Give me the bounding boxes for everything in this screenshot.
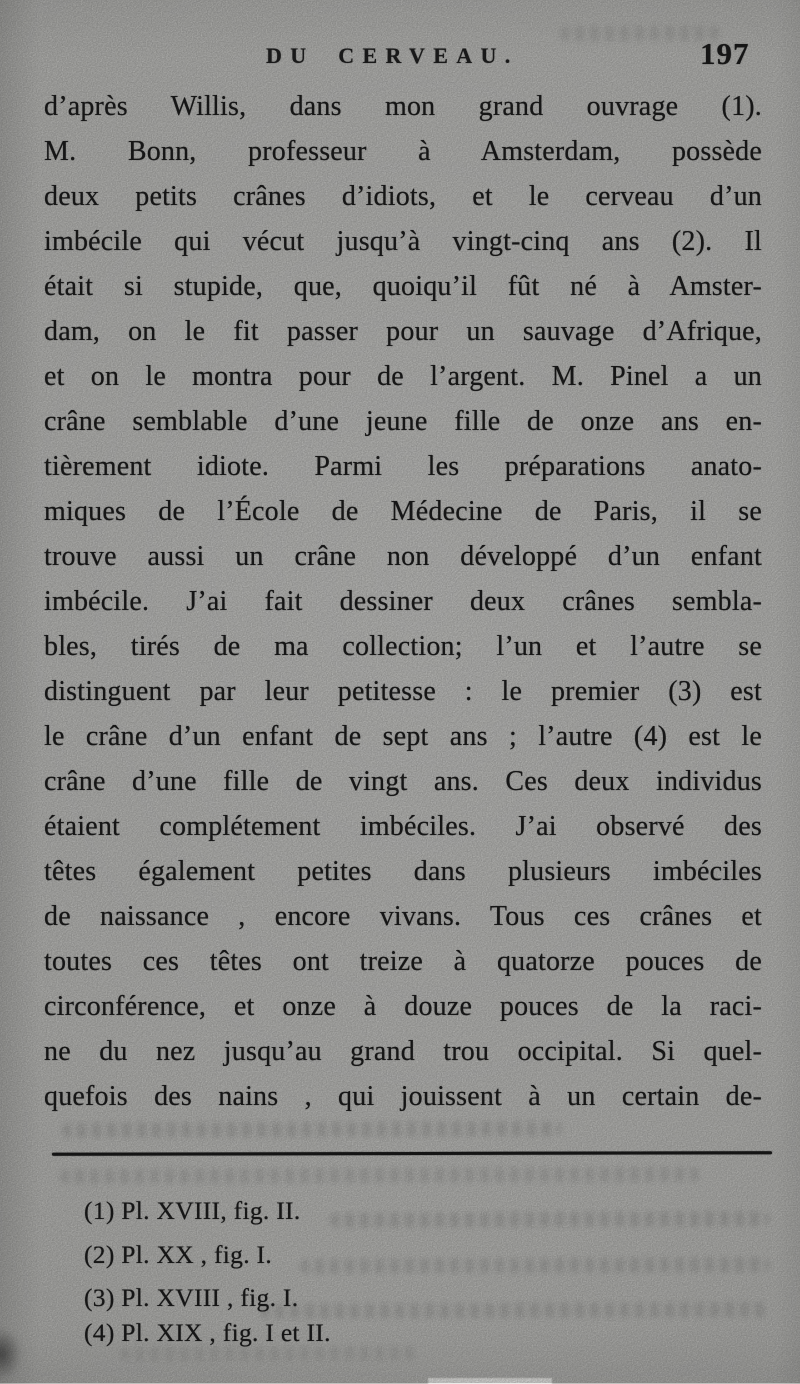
text-line: quefois des nains , qui jouissent à un certain de- (44, 1081, 762, 1112)
footnote-line: (4) Pl. XIX , fig. I et II. (84, 1318, 331, 1347)
text-line: bles, tirés de ma collection; l’un et l’autre se (44, 631, 762, 662)
footnote-separator-rule (52, 1151, 772, 1156)
showthrough-ghost-text (260, 1302, 770, 1319)
text-line: était si stupide, que, quoiqu’il fût né à Amster- (44, 271, 762, 302)
text-line: de naissance , encore vivans. Tous ces crânes et (44, 901, 762, 932)
text-line: crâne semblable d’une jeune fille de onze ans en- (44, 406, 762, 437)
text-line: étaient complétement imbéciles. J’ai observé des (44, 811, 762, 842)
text-line: ne du nez jusqu’au grand trou occipital. Si quel- (44, 1036, 762, 1067)
text-line: distinguent par leur petitesse : le premier (3) est (44, 676, 762, 707)
text-line: M. Bonn, professeur à Amsterdam, possède (44, 136, 762, 167)
page-number: 197 (700, 36, 750, 71)
text-line: imbécile qui vécut jusqu’à vingt-cinq ans (2). Il (44, 226, 762, 257)
footnote-line: (1) Pl. XVIII, fig. II. (84, 1196, 301, 1225)
showthrough-ghost-text (120, 1345, 420, 1361)
page-title: DU CERVEAU. (266, 43, 519, 68)
body-text (44, 84, 762, 1119)
showthrough-ghost-text (60, 1167, 700, 1184)
text-line: deux petits crânes d’idiots, et le cerveau d’un (44, 181, 762, 212)
showthrough-ghost-text (560, 26, 720, 42)
footnote-line: (3) Pl. XVIII , fig. I. (84, 1283, 299, 1312)
text-line: crâne d’une fille de vingt ans. Ces deux individus (44, 766, 762, 797)
footnote-line: (2) Pl. XX , fig. I. (84, 1240, 273, 1269)
text-line: dam, on le fit passer pour un sauvage d’Afrique, (44, 316, 762, 347)
showthrough-ghost-text (300, 1257, 770, 1274)
text-line: d’après Willis, dans mon grand ouvrage (1). (44, 91, 762, 122)
text-line: imbécile. J’ai fait dessiner deux crânes sembla- (44, 586, 762, 617)
scan-corner-smudge (0, 1328, 22, 1380)
running-header (0, 36, 800, 80)
text-line: têtes également petites dans plusieurs imbéciles (44, 856, 762, 887)
text-line: le crâne d’un enfant de sept ans ; l’autre (4) est le (44, 721, 762, 752)
scan-edge-artifact (428, 1378, 552, 1384)
text-line: miques de l’École de Médecine de Paris, il se (44, 496, 762, 527)
text-line: et on le montra pour de l’argent. M. Pinel a un (44, 361, 762, 392)
showthrough-ghost-text (330, 1211, 770, 1228)
text-line: trouve aussi un crâne non développé d’un enfant (44, 541, 762, 572)
text-line: toutes ces têtes ont treize à quatorze pouces de (44, 946, 762, 977)
text-line: tièrement idiote. Parmi les préparations anato- (44, 451, 762, 482)
text-line: circonférence, et onze à douze pouces de la raci- (44, 991, 762, 1022)
showthrough-ghost-text (62, 1121, 562, 1138)
